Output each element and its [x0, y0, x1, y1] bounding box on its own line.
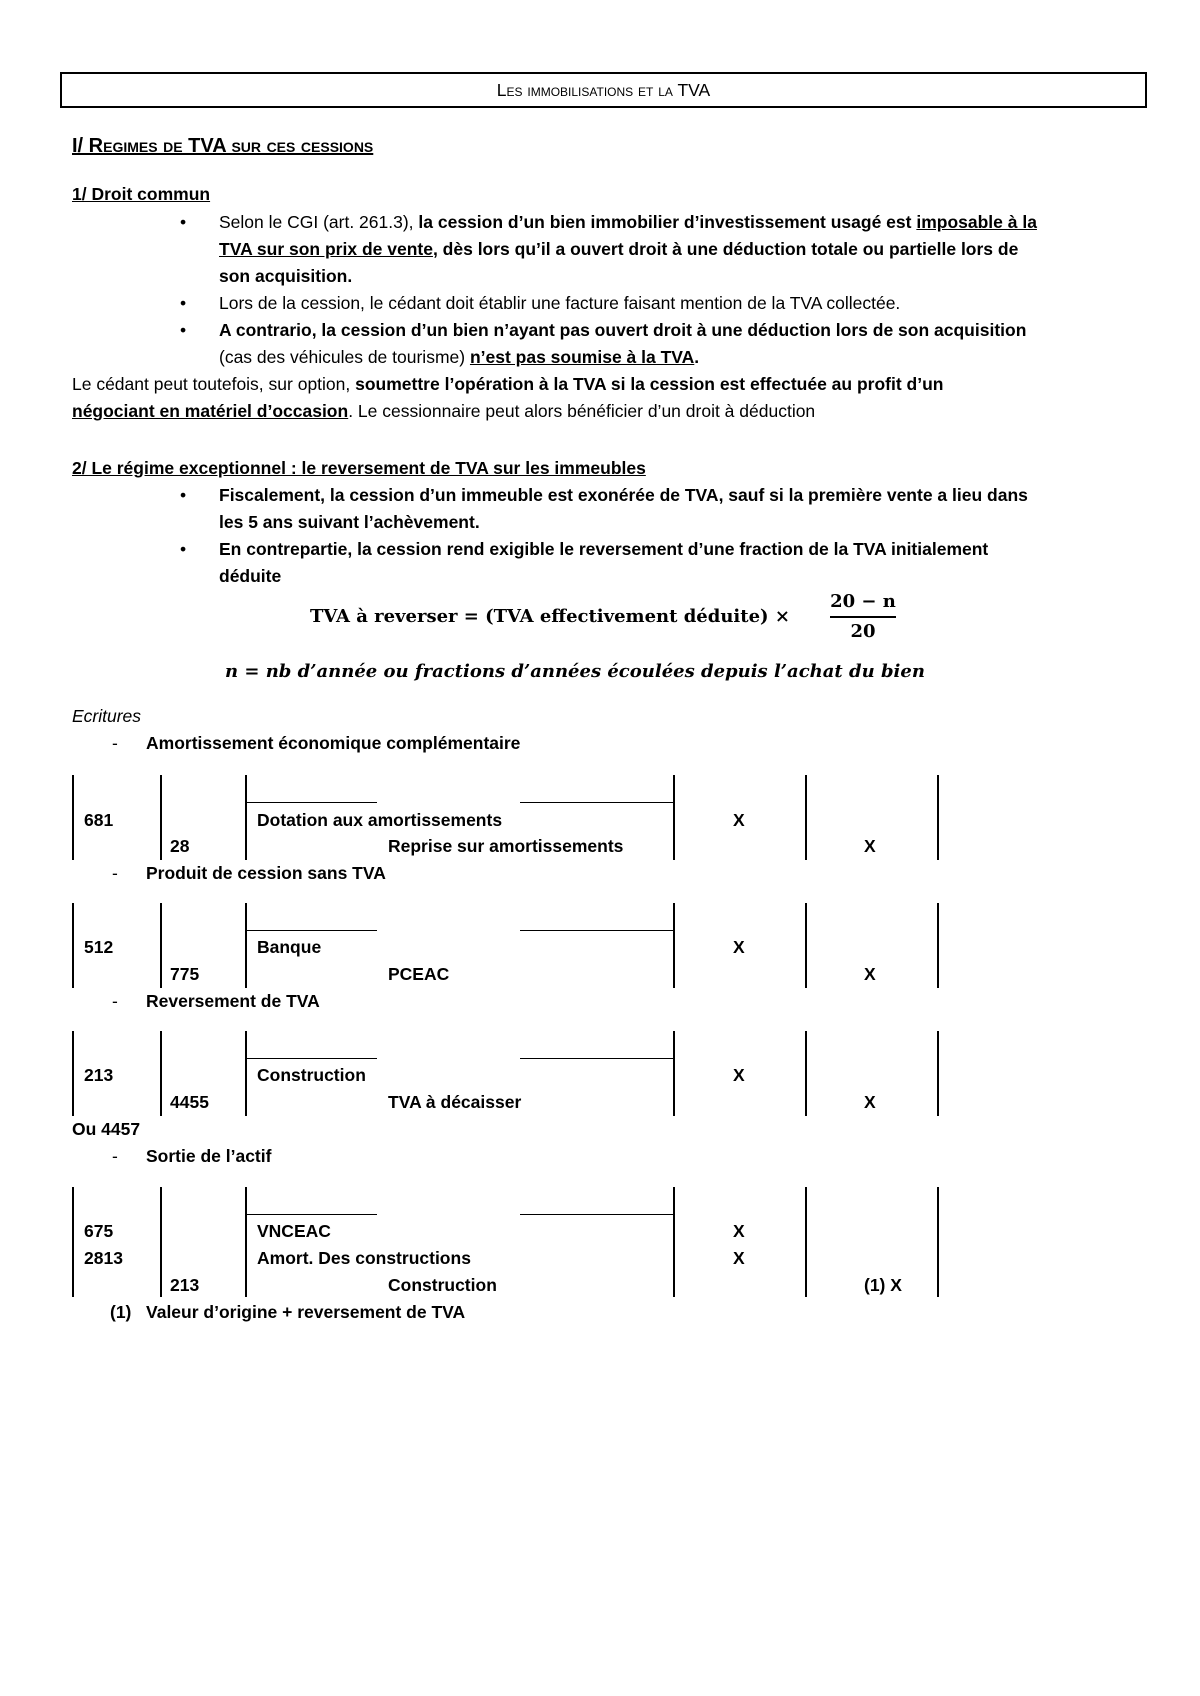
dash-icon: -: [112, 1146, 118, 1166]
entry-title: Produit de cession sans TVA: [146, 863, 386, 883]
account-number: 675: [84, 1221, 114, 1241]
account-label: PCEAC: [388, 964, 450, 984]
paragraph-line: son acquisition.: [219, 266, 353, 286]
bullet-icon: •: [180, 212, 187, 232]
account-number: 681: [84, 810, 114, 830]
credit-amount: X: [864, 964, 876, 984]
account-number: 213: [84, 1065, 114, 1085]
formula-denominator: 20: [850, 621, 876, 642]
account-label: Amort. Des constructions: [257, 1248, 471, 1268]
debit-amount: X: [733, 937, 745, 957]
paragraph-line: Fiscalement, la cession d’un immeuble est exonérée de TVA, sauf si la première vente a lieu dans: [219, 485, 1028, 505]
dash-icon: -: [112, 863, 118, 883]
account-label: Banque: [257, 937, 322, 957]
account-label: Construction: [388, 1275, 497, 1295]
footnote-number: (1): [110, 1302, 132, 1322]
account-number: 4455: [170, 1092, 209, 1112]
formula-n-definition: n = nb d’année ou fractions d’années écoulées depuis l’achat du bien: [225, 661, 925, 682]
debit-amount: X: [733, 1248, 745, 1268]
paragraph-line: déduite: [219, 566, 282, 586]
bullet-icon: •: [180, 485, 187, 505]
account-number: 213: [170, 1275, 200, 1295]
bullet-icon: •: [180, 293, 187, 313]
paragraph-line: Le cédant peut toutefois, sur option, soumettre l’opération à la TVA si la cession est effectuée au profit d’un: [72, 374, 944, 394]
subsection-heading-regime-exceptionnel: 2/ Le régime exceptionnel : le reversement de TVA sur les immeubles: [72, 458, 646, 478]
subsection-heading-droit-commun: 1/ Droit commun: [72, 184, 211, 204]
account-alternative-note: Ou 4457: [72, 1119, 141, 1139]
debit-amount: X: [733, 1221, 745, 1241]
account-label: Construction: [257, 1065, 366, 1085]
debit-amount: X: [733, 1065, 745, 1085]
entry-title: Sortie de l’actif: [146, 1146, 272, 1166]
account-label: VNCEAC: [257, 1221, 331, 1241]
account-number: 775: [170, 964, 200, 984]
debit-amount: X: [733, 810, 745, 830]
account-number: 2813: [84, 1248, 123, 1268]
entry-title: Amortissement économique complémentaire: [146, 733, 521, 753]
fraction-bar: [830, 616, 896, 618]
section-heading: I/ Regimes de TVA sur ces cessions: [72, 135, 374, 157]
bullet-icon: •: [180, 320, 187, 340]
account-number: 512: [84, 937, 114, 957]
formula-numerator: 20 − n: [830, 591, 896, 612]
credit-amount: X: [864, 836, 876, 856]
account-label: Dotation aux amortissements: [257, 810, 503, 830]
credit-amount: (1) X: [864, 1275, 902, 1295]
paragraph-line: les 5 ans suivant l’achèvement.: [219, 512, 480, 532]
paragraph-line: En contrepartie, la cession rend exigible le reversement d’une fraction de la TVA initialement: [219, 539, 989, 559]
account-label: TVA à décaisser: [388, 1092, 522, 1112]
paragraph-line: Selon le CGI (art. 261.3), la cession d’un bien immobilier d’investissement usagé est imposable à la: [219, 212, 1037, 232]
entry-title: Reversement de TVA: [146, 991, 320, 1011]
page-title: Les immobilisations et la TVA: [60, 72, 1147, 108]
account-label: Reprise sur amortissements: [388, 836, 624, 856]
bullet-icon: •: [180, 539, 187, 559]
paragraph-line: TVA sur son prix de vente, dès lors qu’il a ouvert droit à une déduction totale ou partielle lors de: [219, 239, 1019, 259]
formula-lhs: TVA à reverser = (TVA effectivement déduite) ×: [310, 606, 790, 627]
paragraph-line: (cas des véhicules de tourisme) n’est pas soumise à la TVA.: [219, 347, 700, 367]
ecritures-label: Ecritures: [72, 706, 142, 726]
credit-amount: X: [864, 1092, 876, 1112]
account-number: 28: [170, 836, 190, 856]
paragraph-line: Lors de la cession, le cédant doit établir une facture faisant mention de la TVA collectée.: [219, 293, 901, 313]
dash-icon: -: [112, 991, 118, 1011]
dash-icon: -: [112, 733, 118, 753]
paragraph-line: négociant en matériel d’occasion. Le cessionnaire peut alors bénéficier d’un droit à déduction: [72, 401, 816, 421]
footnote-text: Valeur d’origine + reversement de TVA: [146, 1302, 466, 1322]
paragraph-line: A contrario, la cession d’un bien n’ayant pas ouvert droit à une déduction lors de son acquisition: [219, 320, 1027, 340]
